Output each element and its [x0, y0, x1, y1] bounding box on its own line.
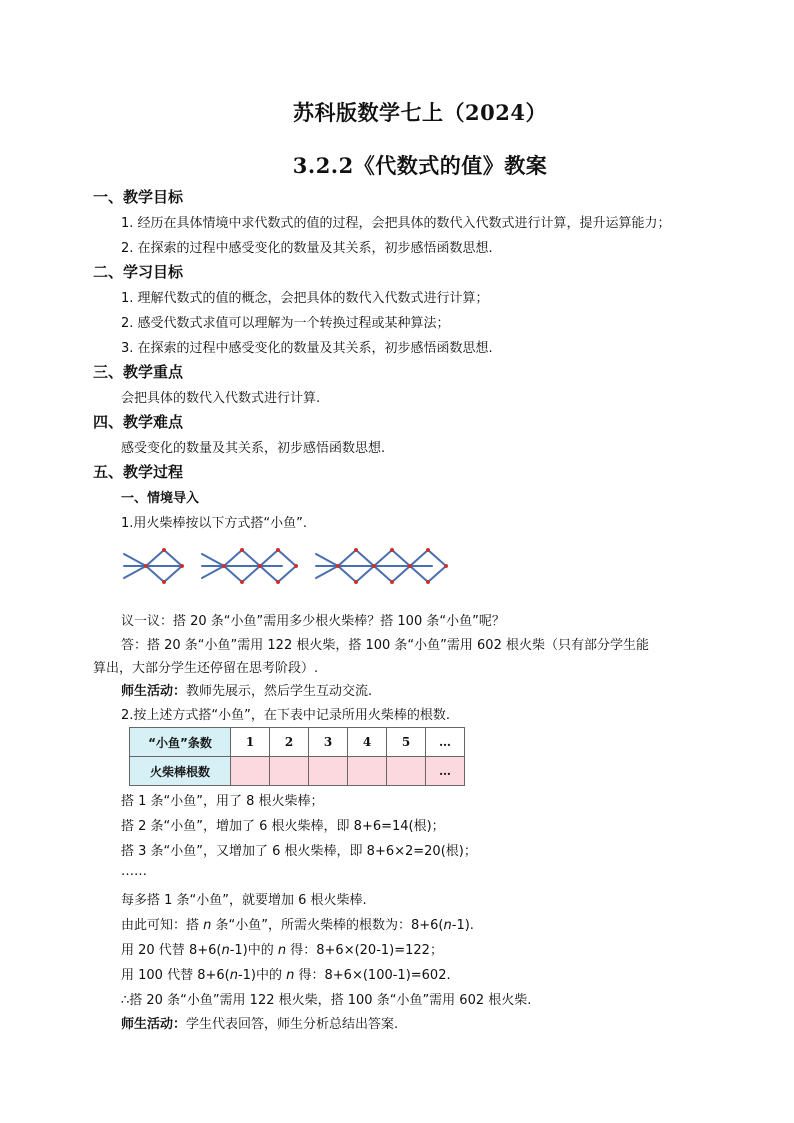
text-span: -1)中的 [229, 943, 278, 958]
activity-label: 师生活动： [121, 684, 187, 699]
table-header-cell: “小鱼”条数 [130, 728, 231, 757]
variable-n: n [443, 918, 452, 933]
subsection-heading-intro: 一、情境导入 [121, 491, 200, 506]
text-span: 用 20 代替 8+6( [121, 943, 222, 958]
table-row [130, 728, 465, 757]
section-heading-process: 五、教学过程 [93, 463, 184, 481]
table-cell [348, 757, 387, 786]
table-cell: 3 [309, 728, 348, 757]
activity-text: 教师先展示，然后学生互动交流. [186, 684, 373, 699]
key-point-text: 会把具体的数代入代数式进行计算. [121, 391, 321, 406]
table-cell: 2 [270, 728, 309, 757]
variable-n: n [203, 918, 212, 933]
table-cell [231, 757, 270, 786]
text-span: -1)中的 [237, 968, 287, 983]
formula-line [121, 914, 474, 933]
calc-line: 搭 3 条“小鱼”，又增加了 6 根火柴棒，即 8+6×2=20(根)； [121, 844, 477, 859]
activity-label: 师生活动： [121, 1017, 187, 1032]
teacher-student-activity [121, 1013, 398, 1032]
ellipsis: …… [121, 864, 147, 879]
variable-n: n [221, 943, 230, 958]
section-heading-difficulty: 四、教学难点 [93, 413, 184, 431]
difficulty-text: 感受变化的数量及其关系，初步感悟函数思想. [121, 441, 386, 456]
text-span: 得：8+6×(100-1)=602. [294, 968, 451, 983]
section-heading-teaching-goals: 一、教学目标 [93, 188, 184, 206]
activity-text: 学生代表回答，师生分析总结出答案. [186, 1017, 399, 1032]
teaching-goal-item: 2. 在探索的过程中感受变化的数量及其关系，初步感悟函数思想. [121, 241, 493, 256]
substitution-line [121, 964, 451, 983]
section-heading-key-point: 三、教学重点 [93, 363, 184, 381]
conclusion-line: ∴搭 20 条“小鱼”需用 122 根火柴，搭 100 条“小鱼”需用 602 根火柴. [121, 993, 532, 1008]
process-step-2: 2.按上述方式搭“小鱼”，在下表中记录所用火柴棒的根数. [121, 708, 451, 723]
variable-n: n [277, 943, 287, 958]
page-title: 苏科版数学七上（2024） [293, 100, 547, 125]
text-span: 用 100 代替 8+6( [121, 968, 230, 983]
matchstick-fish-1 [124, 550, 182, 582]
variable-n: n [229, 968, 238, 983]
table-cell: 4 [348, 728, 387, 757]
substitution-line [121, 939, 443, 958]
teaching-goal-item: 1. 经历在具体情境中求代数式的值的过程，会把具体的数代入代数式进行计算，提升运算能力； [121, 216, 671, 231]
discussion-question: 议一议：搭 20 条“小鱼”需用多少根火柴棒？搭 100 条“小鱼”呢？ [121, 614, 505, 629]
learning-goal-item: 1. 理解代数式的值的概念，会把具体的数代入代数式进行计算； [121, 291, 489, 306]
text-span: -1). [451, 918, 474, 933]
variable-n: n [286, 968, 295, 983]
matchstick-fish-figure [118, 544, 458, 590]
section-heading-learning-goals: 二、学习目标 [93, 263, 184, 281]
table-row [130, 757, 465, 786]
answer-line: 答：搭 20 条“小鱼”需用 122 根火柴，搭 100 条“小鱼”需用 602 根火柴（只有部分学生能 [121, 638, 649, 653]
learning-goal-item: 2. 感受代数式求值可以理解为一个转换过程或某种算法； [121, 316, 450, 331]
table-cell: … [426, 728, 465, 757]
table-cell [309, 757, 348, 786]
text-span: 条“小鱼”，所需火柴棒的根数为：8+6( [211, 918, 444, 933]
text-span: 由此可知：搭 [121, 918, 204, 933]
matchstick-count-table [129, 727, 465, 786]
calc-line: 搭 2 条“小鱼”，增加了 6 根火柴棒，即 8+6=14(根)； [121, 819, 445, 834]
table-header-cell: 火柴棒根数 [130, 757, 231, 786]
calc-line: 每多搭 1 条“小鱼”，就要增加 6 根火柴棒. [121, 893, 367, 908]
calc-line: 搭 1 条“小鱼”，用了 8 根火柴棒； [121, 794, 324, 809]
table-cell: 1 [231, 728, 270, 757]
answer-line-continued: 算出，大部分学生还停留在思考阶段）. [93, 661, 319, 676]
matchstick-fish-3 [316, 550, 446, 582]
text-span: 得：8+6×(20-1)=122； [286, 943, 443, 958]
table-cell [387, 757, 426, 786]
matchstick-fish-2 [202, 550, 296, 582]
process-step-1: 1.用火柴棒按以下方式搭“小鱼”. [121, 516, 308, 531]
learning-goal-item: 3. 在探索的过程中感受变化的数量及其关系，初步感悟函数思想. [121, 341, 493, 356]
page-subtitle: 3.2.2《代数式的值》教案 [292, 153, 548, 178]
teacher-student-activity [121, 680, 372, 699]
table-cell: 5 [387, 728, 426, 757]
table-cell: … [426, 757, 465, 786]
table-cell [270, 757, 309, 786]
